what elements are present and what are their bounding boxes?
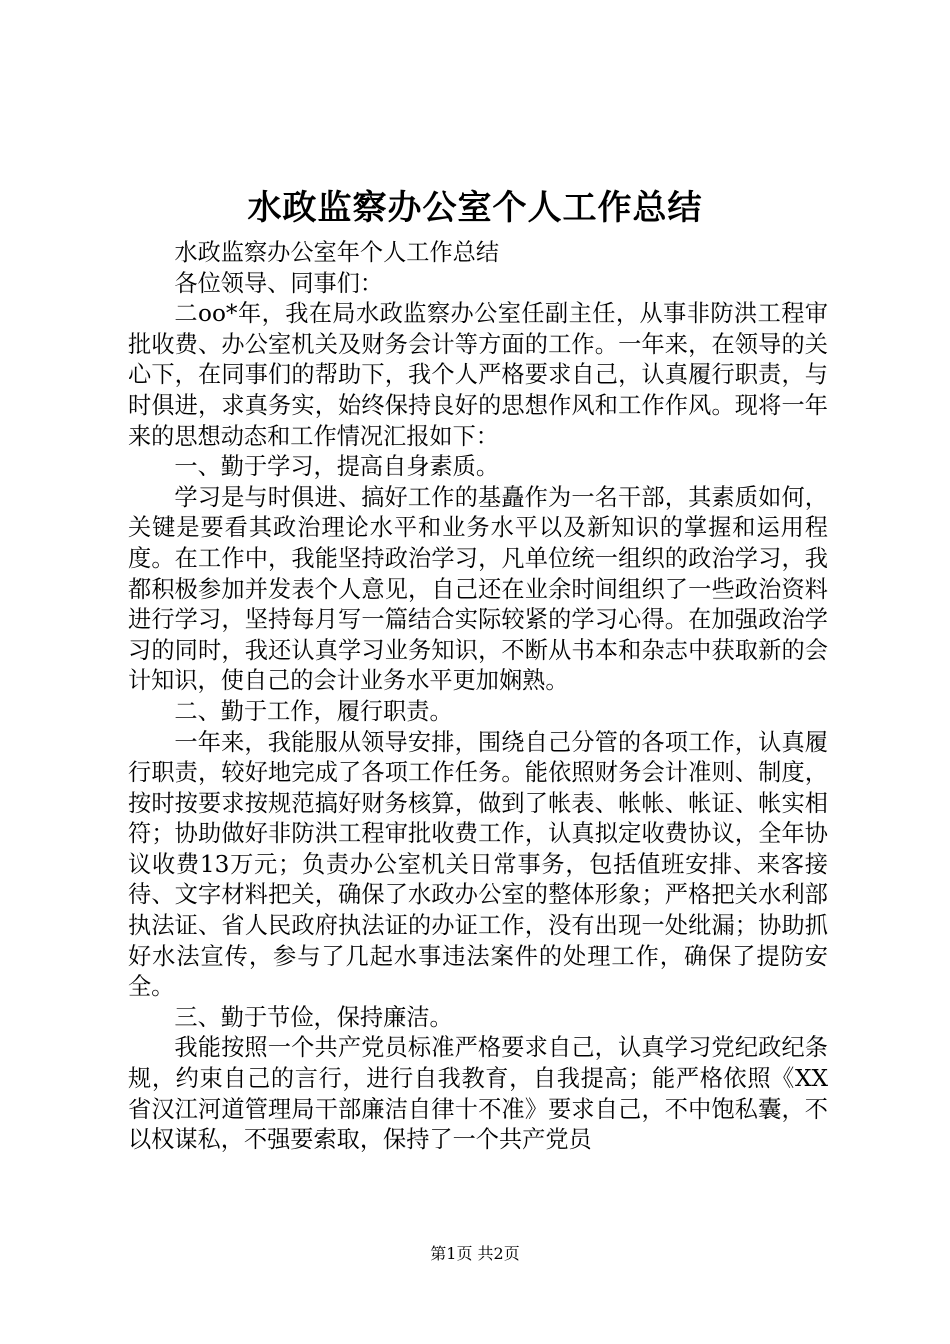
integrity-paragraph: 我能按照一个共产党员标准严格要求自己，认真学习党纪政纪条规，约束自己的言行，进行自我教育，自我提高；能严格依照《XX省汉江河道管理局干部廉洁自律十不准》要求自己，不中饱私囊，不以权谋私，不强要索取，保持了一个共产党员 <box>128 1034 828 1154</box>
study-paragraph: 学习是与时俱进、搞好工作的基矗作为一名干部，其素质如何，关键是要看其政治理论水平和业务水平以及新知识的掌握和运用程度。在工作中，我能坚持政治学习，凡单位统一组织的政治学习，我都积极参加并发表个人意见，自己还在业余时间组织了一些政治资料进行学习，坚持每月写一篇结合实际较紧的学习心得。在加强政治学习的同时，我还认真学习业务知识，不断从书本和杂志中获取新的会计知识，使自己的会计业务水平更加娴熟。 <box>128 483 828 695</box>
document-body <box>128 238 828 1156</box>
intro-paragraph: 二oo*年，我在局水政监察办公室任副主任，从事非防洪工程审批收费、办公室机关及财务会计等方面的工作。一年来，在领导的关心下，在同事们的帮助下，我个人严格要求自己，认真履行职责，与时俱进，求真务实，始终保持良好的思想作风和工作作风。现将一年来的思想动态和工作情况汇报如下： <box>128 300 828 450</box>
page-footer: 第1页 共2页 <box>430 1244 520 1263</box>
salutation-paragraph: 各位领导、同事们： <box>174 269 384 297</box>
section-heading-integrity: 三、勤于节俭，保持廉洁。 <box>174 1003 453 1031</box>
subtitle-paragraph: 水政监察办公室年个人工作总结 <box>174 239 500 266</box>
section-heading-study: 一、勤于学习，提高自身素质。 <box>174 453 500 481</box>
section-heading-work: 二、勤于工作，履行职责。 <box>174 697 453 725</box>
document-title: 水政监察办公室个人工作总结 <box>247 188 703 228</box>
work-paragraph: 一年来，我能服从领导安排，围绕自己分管的各项工作，认真履行职责，较好地完成了各项工作任务。能依照财务会计准则、制度，按时按要求按规范搞好财务核算，做到了帐表、帐帐、帐证、帐实相符；协助做好非防洪工程审批收费工作，认真拟定收费协议，全年协议收费13万元；负责办公室机关日常事务，包括值班安排、来客接待、文字材料把关，确保了水政办公室的整体形象；严格把关水利部执法证、省人民政府执法证的办证工作，没有出现一处纰漏；协助抓好水法宣传，参与了几起水事违法案件的处理工作，确保了提防安全。 <box>128 728 828 1001</box>
